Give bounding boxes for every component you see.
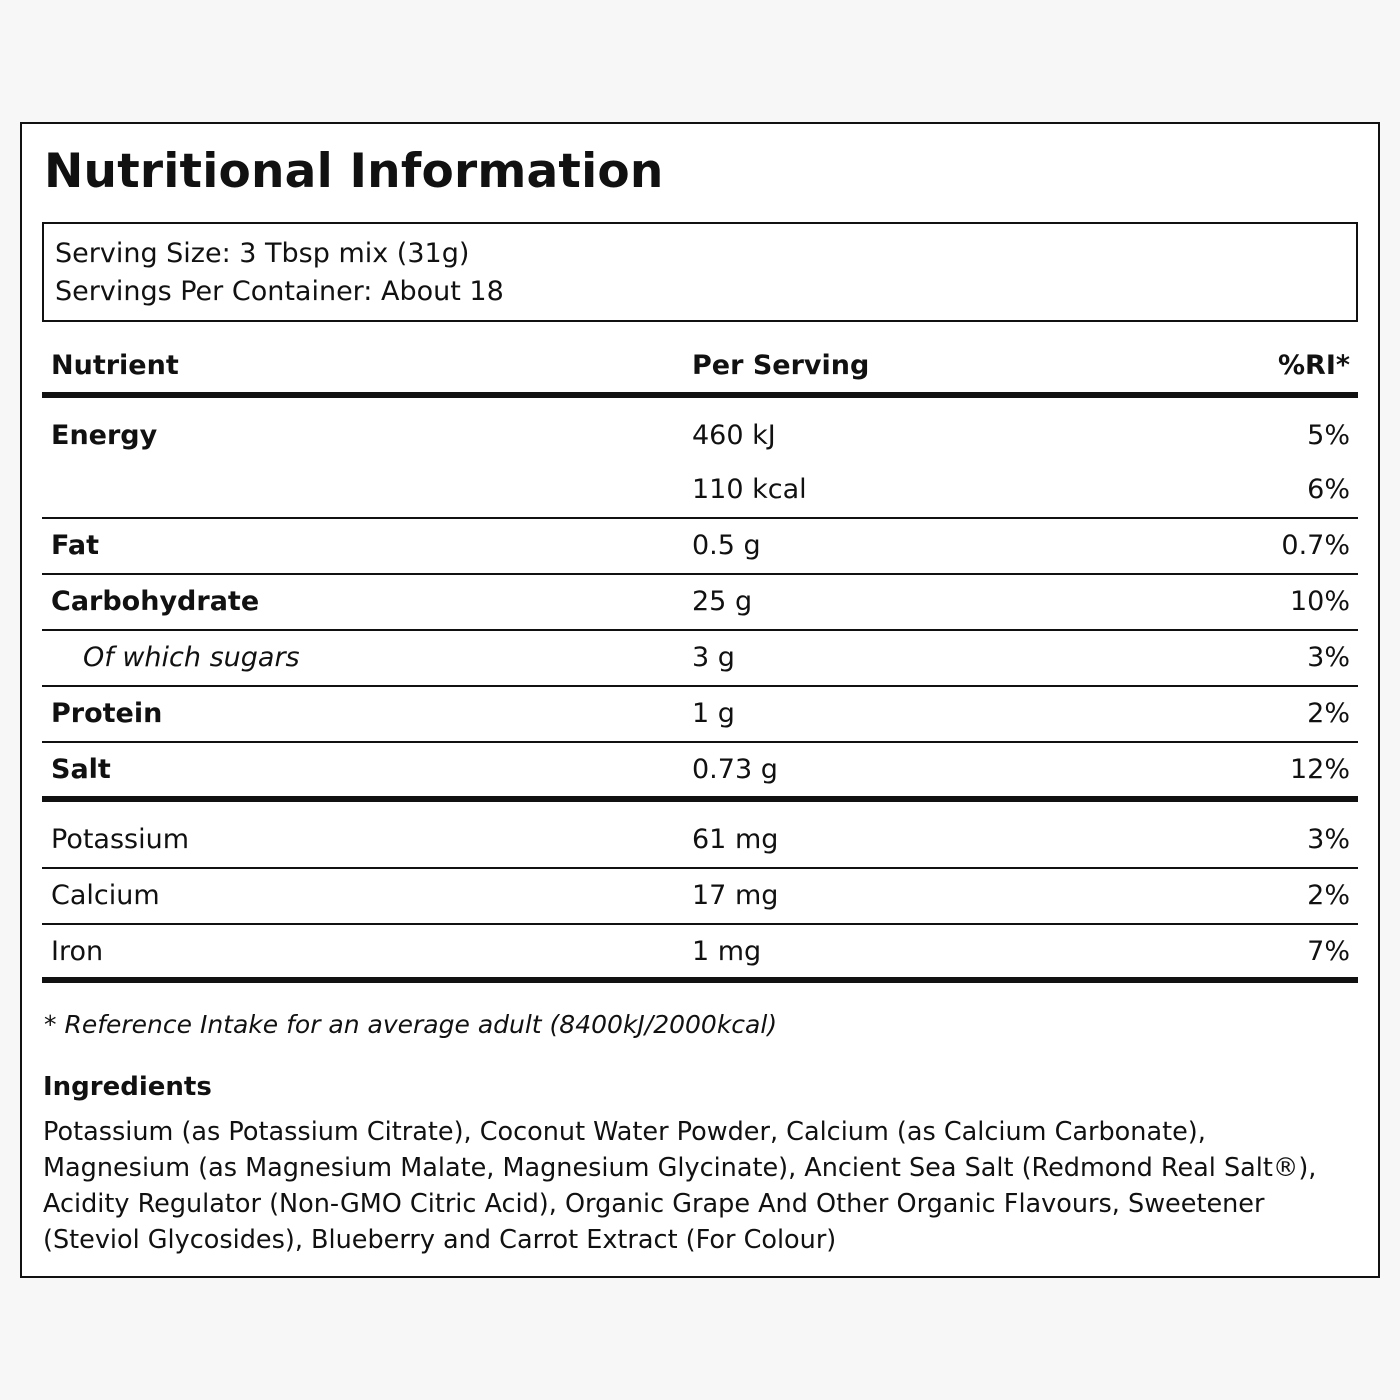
- ri-footnote: * Reference Intake for an average adult (8400kJ/2000kcal): [44, 1010, 778, 1039]
- ri-value: 2%: [1307, 698, 1350, 729]
- ri-value: 6%: [1307, 474, 1350, 505]
- row-divider: [42, 517, 1358, 519]
- nutrient-name: Energy: [51, 420, 158, 451]
- ri-value: 3%: [1307, 642, 1350, 673]
- ingredients-text: Potassium (as Potassium Citrate), Coconut Water Powder, Calcium (as Calcium Carbonate), Magnesium (as Magnesium Malate, Magnesium Glycinate), Ancient Sea Salt (Redmond Real Salt®), Acidity Regulator (Non-GMO Citric Acid), Organic Grape And Other Organic Flavours, Sweetener (Steviol Glycosides), Blueberry and Carrot Extract (For Colour): [43, 1117, 1317, 1255]
- serving-info-box: [42, 222, 1358, 322]
- row-divider: [42, 629, 1358, 631]
- per-serving-value: 3 g: [692, 642, 735, 673]
- header-per-serving: Per Serving: [692, 350, 870, 381]
- per-serving-value: 1 mg: [692, 936, 762, 967]
- header-ri: %RI*: [1277, 350, 1350, 381]
- nutrient-name: Iron: [51, 936, 104, 967]
- ri-value: 2%: [1307, 880, 1350, 911]
- nutrient-name: Salt: [51, 754, 111, 785]
- per-serving-value: 0.5 g: [692, 530, 761, 561]
- nutrient-name: Calcium: [51, 880, 160, 911]
- ri-value: 12%: [1289, 754, 1350, 785]
- nutrient-name: Fat: [51, 530, 99, 561]
- servings-per-container: Servings Per Container: About 18: [55, 276, 504, 307]
- row-divider: [42, 867, 1358, 869]
- header-nutrient: Nutrient: [51, 350, 179, 381]
- per-serving-value: 460 kJ: [692, 420, 776, 451]
- header-divider: [42, 392, 1358, 398]
- ri-value: 0.7%: [1281, 530, 1350, 561]
- per-serving-value: 110 kcal: [692, 474, 807, 505]
- per-serving-value: 25 g: [692, 586, 753, 617]
- per-serving-value: 1 g: [692, 698, 735, 729]
- per-serving-value: 17 mg: [692, 880, 779, 911]
- row-divider: [42, 573, 1358, 575]
- per-serving-value: 0.73 g: [692, 754, 778, 785]
- nutrient-name: Potassium: [51, 824, 190, 855]
- row-divider: [42, 741, 1358, 743]
- table-bottom-divider: [42, 977, 1358, 983]
- section-divider: [42, 796, 1358, 802]
- nutrition-label: [20, 122, 1380, 1278]
- ingredients-heading: Ingredients: [43, 1072, 212, 1102]
- page-title: Nutritional Information: [44, 144, 664, 199]
- row-divider: [42, 923, 1358, 925]
- ri-value: 3%: [1307, 824, 1350, 855]
- per-serving-value: 61 mg: [692, 824, 779, 855]
- row-divider: [42, 685, 1358, 687]
- ri-value: 7%: [1307, 936, 1350, 967]
- nutrient-name: Carbohydrate: [51, 586, 260, 617]
- nutrient-name: Of which sugars: [83, 642, 300, 673]
- serving-size: Serving Size: 3 Tbsp mix (31g): [55, 238, 470, 269]
- nutrient-name: Protein: [51, 698, 163, 729]
- ri-value: 10%: [1289, 586, 1350, 617]
- ri-value: 5%: [1307, 420, 1350, 451]
